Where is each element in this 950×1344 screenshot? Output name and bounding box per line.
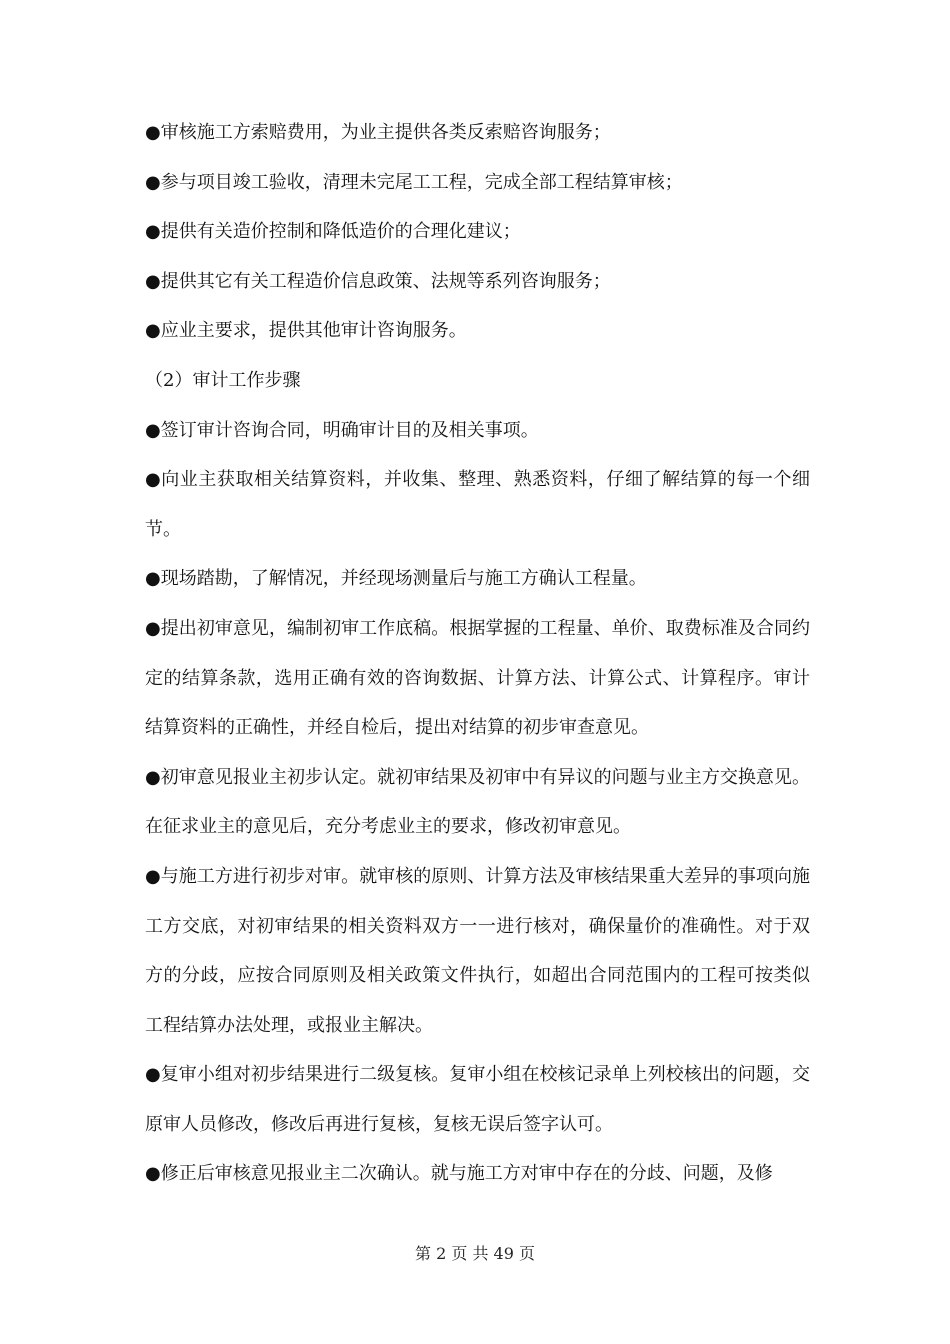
paragraph-9: ●现场踏勘，了解情况，并经现场测量后与施工方确认工程量。: [145, 568, 647, 590]
paragraph-4: ●提供其它有关工程造价信息政策、法规等系列咨询服务；: [145, 270, 611, 292]
paragraph-8: ●向业主获取相关结算资料，并收集、整理、熟悉资料，仔细了解结算的每一个细节。: [145, 469, 810, 540]
paragraph-11: ●初审意见报业主初步认定。就初审结果及初审中有异议的问题与业主方交换意见。在征求业主的意见后，充分考虑业主的要求，修改初审意见。: [145, 766, 810, 838]
document-body: [145, 108, 810, 1199]
paragraph-5: ●应业主要求，提供其他审计咨询服务。: [145, 320, 467, 342]
paragraph-3: ●提供有关造价控制和降低造价的合理化建议；: [145, 221, 521, 243]
page-footer: 第 2 页 共 49 页: [415, 1244, 535, 1263]
paragraph-10: ●提出初审意见，编制初审工作底稿。根据掌握的工程量、单价、取费标准及合同约定的结算条款，选用正确有效的咨询数据、计算方法、计算公式、计算程序。审计结算资料的正确性，并经自检后，提出对结算的初步审查意见。: [145, 617, 810, 739]
paragraph-12: ●与施工方进行初步对审。就审核的原则、计算方法及审核结果重大差异的事项向施工方交底，对初审结果的相关资料双方一一进行核对，确保量价的准确性。对于双方的分歧，应按合同原则及相关政策文件执行，如超出合同范围内的工程可按类似工程结算办法处理，或报业主解决。: [145, 865, 810, 1036]
section-heading: （2）审计工作步骤: [145, 369, 301, 391]
paragraph-13: ●复审小组对初步结果进行二级复核。复审小组在校核记录单上列校核出的问题，交原审人员修改，修改后再进行复核，复核无误后签字认可。: [145, 1064, 810, 1135]
paragraph-1: ●审核施工方索赔费用，为业主提供各类反索赔咨询服务；: [145, 122, 611, 143]
paragraph-7: ●签订审计咨询合同，明确审计目的及相关事项。: [145, 419, 539, 441]
paragraph-2: ●参与项目竣工验收，清理未完尾工工程，完成全部工程结算审核；: [145, 171, 683, 193]
paragraph-14: ●修正后审核意见报业主二次确认。就与施工方对审中存在的分歧、问题，及修: [145, 1163, 773, 1185]
